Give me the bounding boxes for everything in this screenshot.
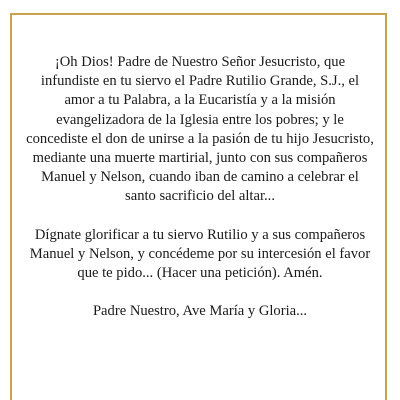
prayer-paragraph-closing: Padre Nuestro, Ave María y Gloria... [92,303,308,320]
prayer-paragraph-invocation: ¡Oh Dios! Padre de Nuestro Señor Jesucristo, que infundiste en tu siervo el Padre Rutilio Grande, S.J., el amor a tu Palabra, a la Eucaristía y a la misión evangelizadora de la Iglesia entre los pobres; y le concediste el don de unirse a la pasión de tu hijo Jesucristo, mediante una muerte martirial, junto con sus compañeros Manuel y Nelson, cuando iban de camino a celebrar el santo sacrificio del altar... [26,54,374,205]
prayer-paragraph-petition: Dígnate glorificar a tu siervo Rutilio y a sus compañeros Manuel y Nelson, y concédeme por su intercesión el favor que te pido... (Hacer una petición). Amén. [29,226,371,282]
prayer-text [26,53,374,321]
